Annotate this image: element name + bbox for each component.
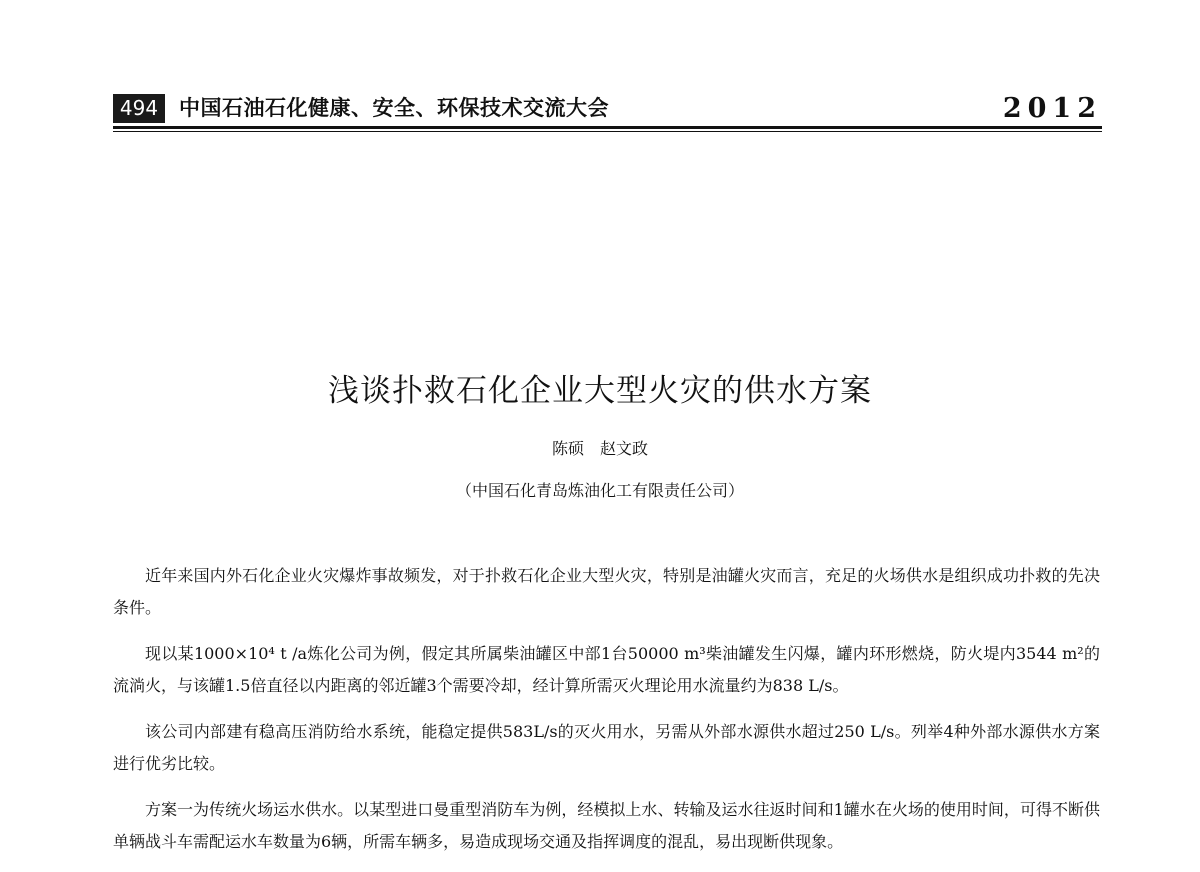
article-body: [113, 560, 1100, 872]
author-list: [0, 438, 1200, 460]
header-year: 2012: [1002, 93, 1102, 124]
body-paragraph: 近年来国内外石化企业火灾爆炸事故频发，对于扑救石化企业大型火灾，特别是油罐火灾而言，充足的火场供水是组织成功扑救的先决条件。: [113, 566, 1100, 617]
body-paragraph: 现以某1000×10⁴ t /a炼化公司为例，假定其所属柴油罐区中部1台50000 m³柴油罐发生闪爆，罐内环形燃烧，防火堤内3544 m²的流淌火，与该罐1.5倍直径以内距离的邻近罐3个需要冷却，经计算所需灭火理论用水流量约为838 L/s。: [113, 644, 1100, 695]
author-name: 陈硕: [551, 439, 584, 458]
conference-title: 中国石油石化健康、安全、环保技术交流大会: [179, 96, 609, 120]
body-paragraph: 该公司内部建有稳高压消防给水系统，能稳定提供583L/s的灭火用水，另需从外部水源供水超过250 L/s。列举4种外部水源供水方案进行优劣比较。: [113, 722, 1100, 773]
author-name: 赵文政: [600, 439, 649, 458]
header-rule-thin: [113, 131, 1102, 132]
article-title: 浅谈扑救石化企业大型火灾的供水方案: [328, 373, 872, 409]
running-header: [113, 92, 1102, 132]
header-rule-thick: [113, 126, 1102, 129]
page-number: 494: [113, 94, 165, 123]
author-affiliation: （中国石化青岛炼油化工有限责任公司）: [455, 481, 744, 500]
body-paragraph: 方案一为传统火场运水供水。以某型进口曼重型消防车为例，经模拟上水、转输及运水往返时间和1罐水在火场的使用时间，可得不断供单辆战斗车需配运水车数量为6辆，所需车辆多，易造成现场交通及指挥调度的混乱，易出现断供现象。: [113, 800, 1100, 851]
